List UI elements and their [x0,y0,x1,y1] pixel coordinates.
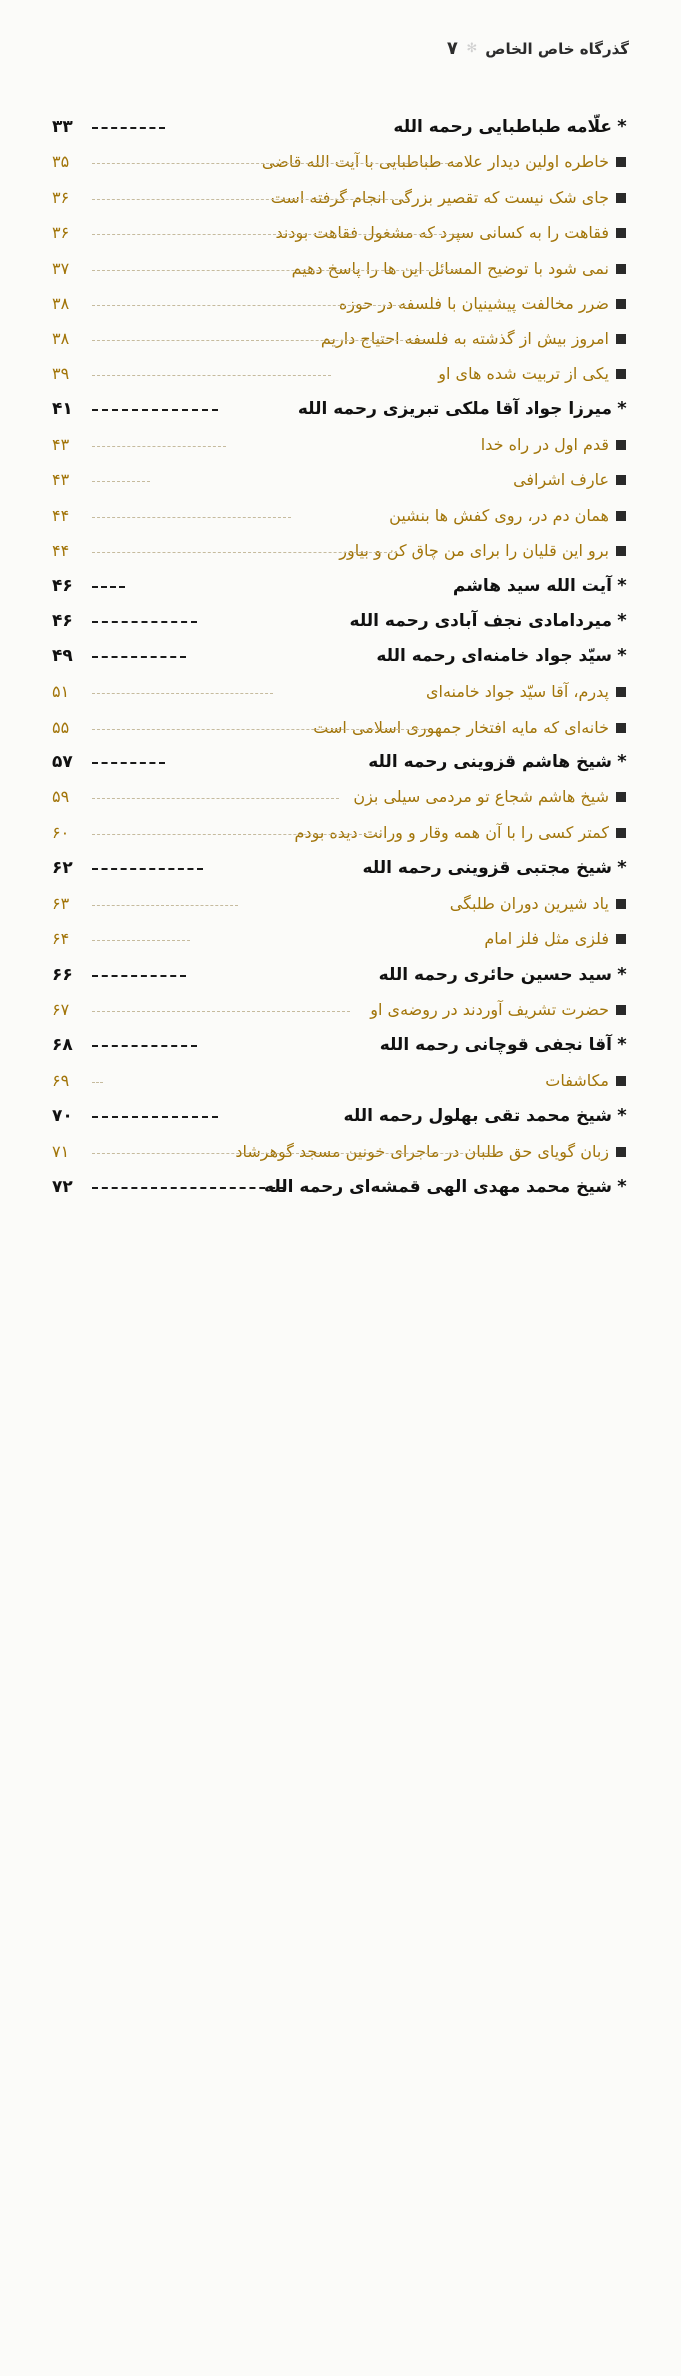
toc-entry-title: آقا نجفی قوچانی رحمه الله [379,1035,612,1055]
asterisk-bullet-icon: * [617,751,627,772]
toc-entry-main[interactable] [0,641,681,675]
toc-entry-sub[interactable] [0,359,681,393]
toc-page-number: ۷۲ [52,1177,73,1197]
dot-leader [92,729,429,730]
dot-leader [92,409,218,411]
asterisk-bullet-icon: * [617,857,627,878]
toc-page-number: ۴۳ [52,470,70,489]
toc-entry-main[interactable] [0,1172,681,1206]
toc-page-number: ۳۸ [52,294,70,313]
square-bullet-icon [616,511,626,521]
dot-leader [92,834,382,835]
toc-entry-sub[interactable] [0,995,681,1029]
square-bullet-icon [616,828,626,838]
asterisk-bullet-icon: * [617,1034,627,1055]
asterisk-bullet-icon: * [617,1105,627,1126]
square-bullet-icon [616,1076,626,1086]
toc-page-number: ۳۹ [52,364,70,383]
asterisk-bullet-icon: * [617,398,627,419]
toc-entry-title: عارف اشرافی [513,470,609,489]
square-bullet-icon [616,899,626,909]
toc-entry-sub[interactable] [0,183,681,217]
square-bullet-icon [616,264,626,274]
toc-page-number: ۴۳ [52,435,70,454]
toc-page-number: ۵۵ [52,718,70,737]
table-of-contents [0,112,681,1197]
dot-leader [92,1045,197,1047]
toc-entry-title: میرزا جواد آقا ملکی تبریزی رحمه الله [297,399,612,419]
toc-entry-main[interactable] [0,1101,681,1135]
toc-page-number: ۳۶ [52,188,70,207]
square-bullet-icon [616,440,626,450]
toc-entry-title: همان دم در، روی کفش ها بنشین [389,506,609,525]
toc-entry-title: قدم اول در راه خدا [480,435,609,454]
toc-page-number: ۴۶ [52,576,73,596]
asterisk-bullet-icon: * [617,610,627,631]
toc-page-number: ۵۷ [52,752,73,772]
toc-page-number: ۳۵ [52,152,70,171]
toc-entry-title: برو این قلیان را برای من چاق کن و بیاور [339,541,609,560]
toc-entry-title: شیخ هاشم شجاع تو مردمی سیلی بزن [353,787,609,806]
toc-entry-main[interactable] [0,853,681,887]
dot-leader [92,270,459,271]
toc-entry-sub[interactable] [0,677,681,711]
dot-leader [92,656,186,658]
square-bullet-icon [616,546,626,556]
toc-entry-sub[interactable] [0,1066,681,1100]
asterisk-bullet-icon: * [617,964,627,985]
toc-entry-title: مکاشفات [545,1071,609,1090]
dot-leader [92,762,165,764]
toc-page-number: ۶۰ [52,823,70,842]
asterisk-bullet-icon: * [617,575,627,596]
ornament-icon: ✻ [466,41,478,56]
toc-entry-sub[interactable] [0,289,681,323]
toc-page-number: ۴۴ [52,506,70,525]
toc-entry-title: فقاهت را به کسانی سپرد که مشغول فقاهت بودند [275,223,609,242]
toc-entry-title: یکی از تربیت شده های او [438,364,609,383]
toc-entry-main[interactable] [0,960,681,994]
toc-entry-title: پدرم، آقا سیّد جواد خامنه‌ای [425,682,609,701]
dot-leader [92,375,331,376]
asterisk-bullet-icon: * [617,1176,627,1197]
toc-entry-title: امروز بیش از گذشته به فلسفه احتیاج داریم [320,329,609,348]
toc-page-number: ۵۱ [52,682,70,701]
header-content [446,38,629,59]
square-bullet-icon [616,687,626,697]
toc-entry-sub[interactable] [0,465,681,499]
square-bullet-icon [616,157,626,167]
dot-leader [92,517,291,518]
toc-entry-title: شیخ هاشم قزوینی رحمه الله [368,752,612,772]
toc-page-number: ۳۸ [52,329,70,348]
dot-leader [92,905,238,906]
dot-leader [92,975,186,977]
toc-entry-sub[interactable] [0,1137,681,1171]
toc-entry-title: شیخ محمد مهدی الهی قمشه‌ای رحمه الله [264,1177,612,1197]
toc-entry-title: جای شک نیست که تقصیر بزرگی انجام گرفته است [270,188,609,207]
toc-entry-main[interactable] [0,747,681,781]
toc-entry-main[interactable] [0,394,681,428]
square-bullet-icon [616,723,626,733]
dot-leader [92,552,397,553]
dot-leader [92,586,125,588]
dot-leader [92,1082,103,1083]
square-bullet-icon [616,934,626,944]
toc-entry-title: علّامه طباطبایی رحمه الله [393,117,612,137]
toc-page-number: ۶۹ [52,1071,70,1090]
toc-entry-title: خانه‌ای که مایه افتخار جمهوری اسلامی است [313,718,609,737]
toc-entry-sub[interactable] [0,713,681,747]
square-bullet-icon [616,334,626,344]
toc-entry-sub[interactable] [0,147,681,181]
toc-entry-main[interactable] [0,112,681,146]
square-bullet-icon [616,1005,626,1015]
toc-entry-title: سید حسین حائری رحمه الله [378,965,612,985]
square-bullet-icon [616,792,626,802]
toc-entry-title: ضرر مخالفت پیشینیان با فلسفه در حوزه [338,294,609,313]
toc-page-number: ۳۶ [52,223,70,242]
toc-entry-sub[interactable] [0,218,681,252]
toc-entry-title: سیّد جواد خامنه‌ای رحمه الله [376,646,612,666]
toc-entry-sub[interactable] [0,924,681,958]
toc-entry-sub[interactable] [0,536,681,570]
square-bullet-icon [616,299,626,309]
toc-entry-title: نمی شود با توضیح المسائل این ها را پاسخ دهیم [291,259,609,278]
dot-leader [92,1187,285,1189]
toc-entry-sub[interactable] [0,818,681,852]
toc-page-number: ۶۷ [52,1000,70,1019]
toc-entry-title: کمتر کسی را با آن همه وقار و ورانت دیده بودم [294,823,609,842]
toc-page-number: ۶۴ [52,929,70,948]
toc-entry-title: فلزی مثل فلز امام [484,929,609,948]
dot-leader [92,1116,218,1118]
toc-entry-title: خاطره اولین دیدار علامه طباطبایی با آیت الله قاضی [261,152,609,171]
dot-leader [92,940,190,941]
toc-entry-title: حضرت تشریف آوردند در روضه‌ی او [370,1000,609,1019]
square-bullet-icon [616,228,626,238]
book-title: گذرگاه خاص الخاص [485,39,629,58]
dot-leader [92,1153,503,1154]
toc-page-number: ۴۴ [52,541,70,560]
page-number: ۷ [446,38,458,59]
toc-entry-title: شیخ مجتبی قزوینی رحمه الله [362,858,612,878]
dot-leader [92,481,150,482]
toc-entry-sub[interactable] [0,324,681,358]
toc-entry-sub[interactable] [0,430,681,464]
square-bullet-icon [616,475,626,485]
toc-entry-main[interactable] [0,571,681,605]
toc-page-number: ۴۹ [52,646,73,666]
toc-entry-title: یاد شیرین دوران طلبگی [449,894,609,913]
dot-leader [92,621,197,623]
asterisk-bullet-icon: * [617,116,627,137]
toc-entry-title: شیخ محمد تقی بهلول رحمه الله [343,1106,612,1126]
dot-leader [92,305,406,306]
running-header [0,38,681,72]
dot-leader [92,199,408,200]
toc-page-number: ۶۸ [52,1035,73,1055]
toc-entry-title: زبان گویای حق طلبان در ماجرای خونین مسجد گوهرشاد [235,1142,609,1161]
toc-page-number: ۴۱ [52,399,73,419]
toc-entry-sub[interactable] [0,782,681,816]
square-bullet-icon [616,193,626,203]
asterisk-bullet-icon: * [617,645,627,666]
toc-page-number: ۳۳ [52,117,73,137]
toc-entry-title: میردامادی نجف آبادی رحمه الله [349,611,612,631]
square-bullet-icon [616,1147,626,1157]
dot-leader [92,234,467,235]
toc-page-number: ۶۲ [52,858,73,878]
toc-page-number: ۴۶ [52,611,73,631]
dot-leader [92,693,273,694]
toc-entry-sub[interactable] [0,889,681,923]
toc-entry-main[interactable] [0,1030,681,1064]
toc-entry-sub[interactable] [0,254,681,288]
toc-entry-sub[interactable] [0,501,681,535]
toc-page-number: ۳۷ [52,259,70,278]
dot-leader [92,340,423,341]
dot-leader [92,868,203,870]
dot-leader [92,798,339,799]
dot-leader [92,127,165,129]
square-bullet-icon [616,369,626,379]
toc-entry-main[interactable] [0,606,681,640]
dot-leader [92,163,458,164]
toc-page-number: ۶۶ [52,965,73,985]
dot-leader [92,446,226,447]
toc-page-number: ۷۱ [52,1142,70,1161]
toc-page-number: ۵۹ [52,787,70,806]
toc-entry-title: آیت الله سید هاشم [452,576,612,596]
dot-leader [92,1011,350,1012]
toc-page-number: ۶۳ [52,894,70,913]
toc-page-number: ۷۰ [52,1106,73,1126]
